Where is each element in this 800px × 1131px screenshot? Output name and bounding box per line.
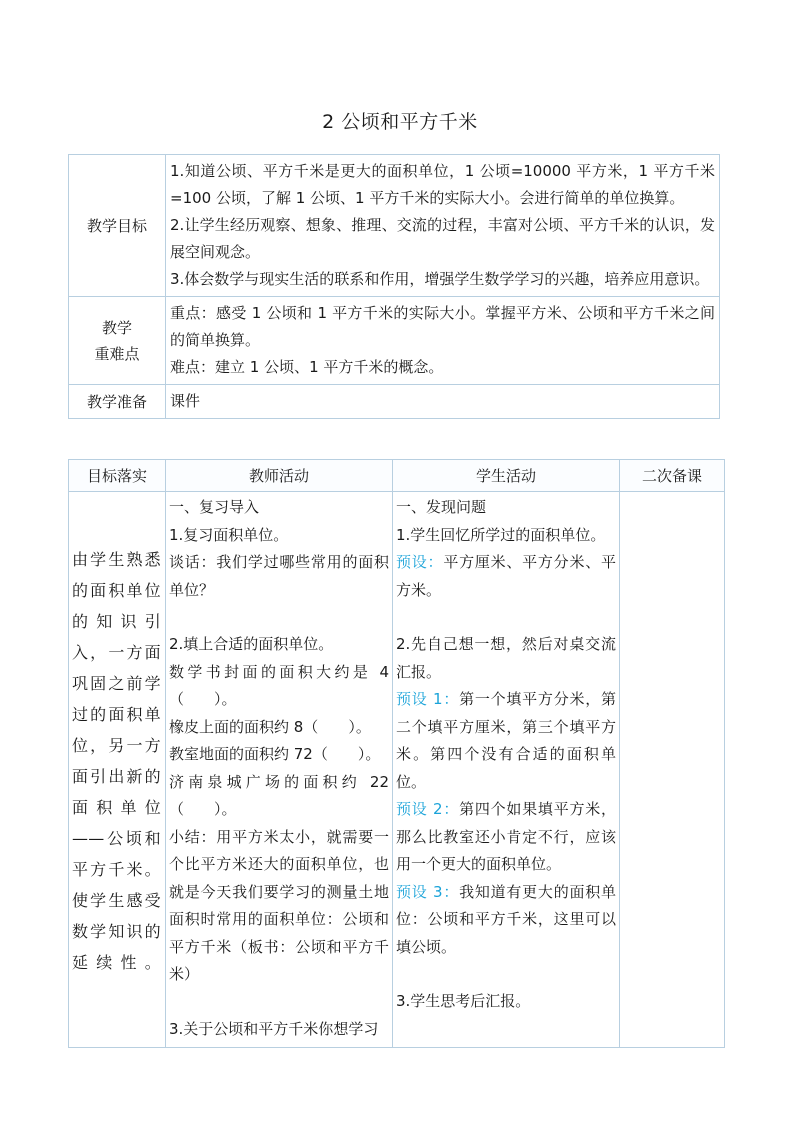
prep-content: 课件 [166,385,720,419]
presupposition-tag: 预设 1： [396,690,460,708]
keypoints-row [69,297,720,385]
presupposition-tag: 预设 2： [396,800,460,818]
presupposition-tag: 预设： [396,553,444,571]
goals-row [69,155,720,297]
prep-label: 教学准备 [69,385,166,419]
header-goal: 目标落实 [69,460,166,492]
goals-label: 教学目标 [69,155,166,297]
student-heading: 一、发现问题 [396,498,487,516]
student-line: 2.先自己想一想，然后对桌交流汇报。 [396,635,616,681]
teacher-line: 3.关于公顷和平方千米你想学习 [169,1019,379,1038]
overview-table [68,154,720,419]
student-presupposition: 预设 1：第一个填平方分米，第二个填平方厘米，第三个填平方米。第四个没有合适的面积单位。 [396,690,616,791]
goal-item: 1.知道公顷、平方千米是更大的面积单位，1 公顷=10000 平方米，1 平方千米=100 公顷，了解 1 公顷、1 平方千米的实际大小。会进行简单的单位换算。 [170,162,715,207]
goal-item: 2.让学生经历观察、想象、推理、交流的过程，丰富对公顷、平方千米的认识，发展空间观念。 [170,216,715,261]
goal-cell [69,492,166,1048]
teacher-line: 教室地面的面积约 72（ ）。 [169,745,381,763]
presupposition-tag: 预设 3： [396,882,460,901]
goals-content [166,155,720,297]
process-header-row [69,460,725,492]
keypoint-item: 难点：建立 1 公顷、1 平方千米的概念。 [170,358,444,376]
page-title: 2 公顷和平方千米 [322,111,478,133]
student-line: 1.学生回忆所学过的面积单位。 [396,525,606,544]
teacher-line: 济南泉城广场的面积约 22（ ）。 [169,772,389,818]
prep-row [69,385,720,419]
keypoint-item: 重点：感受 1 公顷和 1 平方千米的实际大小。掌握平方米、公顷和平方千米之间的简单换算。 [170,304,715,349]
teacher-line: 橡皮上面的面积约 8（ ）。 [169,717,371,736]
notes-cell[interactable] [620,492,725,1048]
teacher-cell [166,492,393,1048]
process-body-row [69,492,725,1048]
student-line: 3.学生思考后汇报。 [396,992,531,1010]
student-presupposition: 预设 2：第四个如果填平方米，那么比教室还小肯定不行，应该用一个更大的面积单位。 [396,800,616,873]
student-cell [393,492,620,1048]
teacher-heading: 一、复习导入 [169,498,260,516]
teacher-line: 数学书封面的面积大约是 4（ ）。 [169,662,389,708]
teacher-line: 1.复习面积单位。 [169,525,289,544]
header-teacher: 教师活动 [166,460,393,492]
goal-item: 3.体会数学与现实生活的联系和作用，增强学生数学学习的兴趣，培养应用意识。 [170,270,710,288]
keypoints-content [166,297,720,385]
header-student: 学生活动 [393,460,620,492]
student-presupposition: 预设 3：我知道有更大的面积单位：公顷和平方千米，这里可以填公顷。 [396,882,616,956]
header-notes: 二次备课 [620,460,725,492]
keypoints-label: 教学 重难点 [69,297,166,385]
goal-text: 由学生熟悉的面积单位的知识引入，一方面巩固之前学过的面积单位，另一方面引出新的面积单位——公顷和平方千米。使学生感受数学知识的延续性。 [72,550,161,972]
teacher-summary: 小结：用平方米太小，就需要一个比平方米还大的面积单位，也就是今天我们要学习的测量土地面积时常用的面积单位：公顷和平方千米（板书：公顷和平方千米） [169,827,389,983]
teacher-line: 2.填上合适的面积单位。 [169,635,334,653]
process-table [68,459,725,1048]
student-presupposition: 预设：平方厘米、平方分米、平方米。 [396,553,616,599]
teacher-line: 谈话：我们学过哪些常用的面积单位？ [169,553,389,599]
